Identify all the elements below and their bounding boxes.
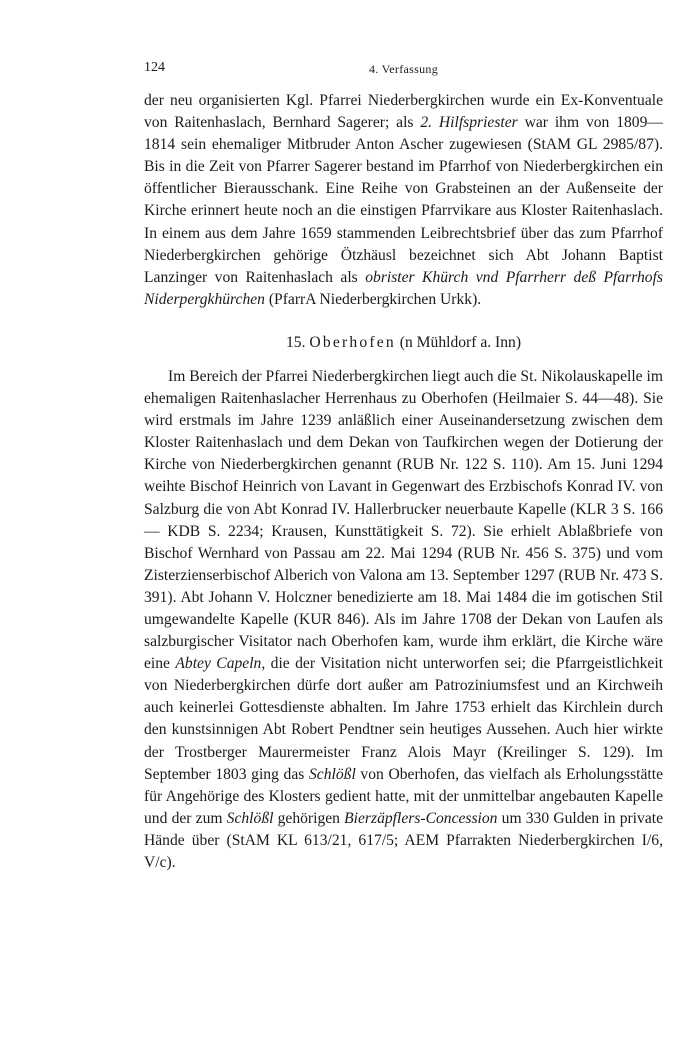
italic-term: Abtey Capeln bbox=[175, 655, 262, 673]
italic-term: Bierzäpflers-Concession bbox=[344, 809, 498, 827]
text-run: um 330 Gulden in private Hände über (StAM KL 613/21, 617/5; AEM Pfarrakten Niederbergkirchen I/6, V/c). bbox=[144, 809, 663, 871]
text-run: war ihm von 1809—1814 sein ehemaliger Mitbruder Anton Ascher zugewiesen (StAM GL 2985/87). Bis in die Zeit von Pfarrer Sagerer bestand im Pfarrhof von Niederbergkirchen ein öffentlicher Bierausschank. Eine Reihe von Grabsteinen an der Außenseite der Kirche erinnert heute noch an die einstigen Pfarrvikare aus Kloster Raitenhaslach. In einem aus dem Jahre 1659 stammenden Leibrechtsbrief über das zum Pfarrhof Niederbergkirchen gehörige Ötzhäusl bezeichnet sich Abt Johann Baptist Lanzinger von Raitenhaslach als bbox=[144, 114, 663, 286]
text-run: Im Bereich der Pfarrei Niederbergkirchen liegt auch die St. Nikolauskapelle im ehemaligen Raitenhaslacher Herrenhaus zu Oberhofen (Heilmaier S. 44—48). Sie wird erstmals im Jahre 1239 anläßlich einer Auseinandersetzung zwischen dem Kloster Raitenhaslach und dem Dekan von Taufkirchen wegen der Dotierung der Kirche von Niederbergkirchen genannt (RUB Nr. 122 S. 110). Am 15. Juni 1294 weihte Bischof Heinrich von Lavant in Gegenwart des Erzbischofs Konrad IV. von Salzburg die von Abt Konrad IV. Hallerbrucker neuerbaute Kapelle (KLR 3 S. 166 — KDB S. 2234; Krausen, Kunsttätigkeit S. 72). Sie erhielt Ablaßbriefe von Bischof Wernhard von Passau am 22. Mai 1294 (RUB Nr. 456 S. 375) und vom Zisterzienserbischof Alberich von Valona am 13. September 1297 (RUB Nr. 473 S. 391). Abt Johann V. Holczner benedizierte am 18. Mai 1484 die im gotischen Stil umgewandelte Kapelle (KUR 846). Als im Jahre 1708 der Dekan von Laufen als salzburgischer Visitator nach Oberhofen kam, wurde ihm erklärt, die Kirche wäre eine bbox=[144, 367, 663, 673]
running-head: 4. Verfassung bbox=[368, 62, 438, 76]
section-location: (n Mühldorf a. Inn) bbox=[399, 333, 522, 351]
section-title: Oberhofen bbox=[309, 333, 396, 351]
page-number: 124 bbox=[144, 60, 165, 75]
page-header bbox=[144, 52, 663, 74]
text-run: , die der Visitation nicht unterworfen sei; die Pfarrgeistlichkeit von Niederbergkirchen dürfe dort außer am Patroziniumsfest und an Kirchweih auch keinerlei Gottesdienste abhalten. Im Jahre 1753 erhielt das Kirchlein durch den kunstsinnigen Abt Robert Pendtner sein heutiges Aussehen. Auch hier wirkte der Trostberger Maurermeister Franz Alois Mayr (Kreilinger S. 129). Im September 1803 ging das bbox=[144, 655, 664, 783]
paragraph-oberhofen bbox=[144, 366, 663, 874]
text-run: (PfarrA Niederbergkirchen Urkk). bbox=[264, 290, 482, 308]
section-heading bbox=[144, 332, 663, 354]
section-number: 15. bbox=[285, 333, 306, 351]
text-run: von Oberhofen, das vielfach als Erholungsstätte für Angehörige des Klosters gedient hatte, mit der unmittelbar angebauten Kapelle und der zum bbox=[144, 765, 663, 827]
italic-term: 2. Hilfspriester bbox=[420, 114, 518, 132]
text-run: gehörigen bbox=[273, 809, 345, 827]
paragraph-niederbergkirchen bbox=[144, 90, 663, 311]
text-run: der neu organisierten Kgl. Pfarrei Niederbergkirchen wurde ein Ex-Konventuale von Raitenhaslach, Bernhard Sagerer; als bbox=[144, 92, 663, 132]
italic-term: Schlößl bbox=[309, 765, 356, 783]
italic-term: Schlößl bbox=[226, 809, 274, 827]
book-page bbox=[144, 52, 663, 874]
italic-quote: obrister Khürch vnd Pfarrherr deß Pfarrhofs Niderpergkhürchen bbox=[144, 268, 663, 308]
